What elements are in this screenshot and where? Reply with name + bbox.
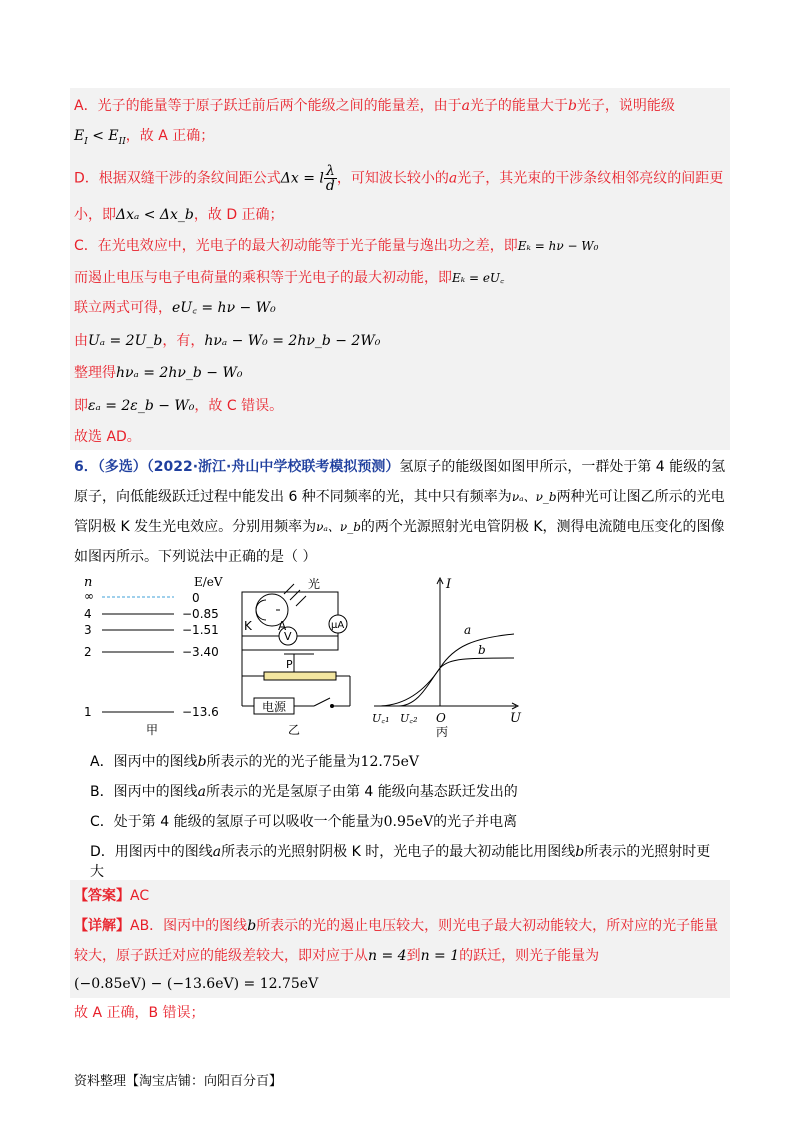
formula-hv: hνₐ − W₀ = 2hν_b − 2W₀ (204, 333, 381, 349)
choice-d (90, 842, 710, 862)
formula-freq: νₐ、ν_b (316, 520, 361, 534)
formula-ek: Eₖ = hν − W₀ (517, 239, 599, 253)
question-number: 6． (74, 459, 98, 475)
detail-line4 (74, 1003, 205, 1023)
solution-line-c1 (74, 236, 598, 256)
solution-line-you (74, 331, 380, 351)
text: 到 (406, 948, 421, 964)
text: ，故 D 正确； (193, 207, 284, 223)
solution-line-ji (74, 396, 283, 416)
detail-line3 (74, 974, 318, 994)
value: 12.75eV (360, 754, 420, 770)
formula-text: E (74, 128, 85, 144)
level-n-4: 4 (84, 607, 92, 621)
detail-line1 (74, 916, 718, 936)
uc1-label: U꜀₁ (372, 712, 390, 725)
question-6-line3 (74, 517, 725, 537)
level-e-3: −1.51 (182, 623, 219, 637)
formula-energy: (−0.85eV) − (−13.6eV) = 12.75eV (74, 976, 319, 992)
text: 的两个光源照射光电管阴极 K，测得电流随电压变化的图像 (360, 519, 725, 535)
figure-bing (374, 578, 518, 709)
var-a: a (212, 844, 222, 860)
var-a: a (197, 784, 206, 800)
u-label: U (510, 711, 521, 726)
level-e-2: −3.40 (182, 645, 219, 659)
solution-line-join (74, 298, 276, 318)
level-e-inf: 0 (192, 591, 200, 605)
text: ，故 A 正确； (125, 128, 215, 144)
figure-yi (242, 584, 350, 714)
curve-a (378, 634, 514, 706)
text: 所表示的光是氢原子由第 4 能级向基态跃迁发出的 (205, 784, 518, 800)
text: A．图丙中的图线 (90, 754, 198, 770)
ua-label: μA (331, 620, 345, 631)
answer-value: AC (130, 888, 150, 904)
var-b: b (575, 844, 585, 860)
var-a: a (461, 98, 470, 114)
text: D．根据双缝干涉的条纹间距公式 (74, 170, 281, 187)
var-a: a (448, 170, 458, 187)
answer-tag: 【答案】 (74, 888, 130, 904)
figure-svg (74, 572, 534, 742)
text: 联立两式可得， (74, 300, 172, 316)
formula-n1: n = 1 (420, 948, 460, 964)
numerator: λ (324, 164, 337, 179)
text: 所表示的光的遏止电压较大，则光电子最大初动能较大，所对应的光子能量 (256, 918, 719, 934)
var-b: b (247, 918, 257, 934)
detail-line2 (74, 946, 599, 966)
text: 光子，说明能级 (576, 98, 675, 114)
n-label: n (84, 575, 93, 590)
text: 小，即 (74, 207, 116, 223)
text: ，有， (162, 333, 205, 349)
text: 光子，其光束的干涉条纹相邻亮纹的间距更 (457, 170, 724, 187)
text: 由 (74, 333, 88, 349)
solution-line-zl (74, 363, 242, 383)
footer-text: 资料整理【淘宝店铺：向阳百分百】 (74, 1074, 283, 1089)
text: A．光子的能量等于原子跃迁前后两个能级之间的能量差，由于 (74, 98, 462, 114)
caption-bing: 丙 (436, 725, 449, 739)
text: 故选 AD。 (74, 429, 141, 445)
level-n-3: 3 (84, 623, 92, 637)
choice-b (90, 782, 518, 802)
footer (74, 1072, 282, 1092)
caption-jia: 甲 (146, 723, 159, 737)
text: 的光子并电离 (433, 814, 518, 830)
denominator: d (325, 178, 335, 194)
text: 所表示的光照射时更 (584, 844, 711, 860)
formula-freq: νₐ、ν_b (511, 490, 557, 504)
text: D．用图丙中的图线 (90, 844, 213, 860)
text: C．处于第 4 能级的氢原子可以吸收一个能量为 (90, 814, 384, 830)
formula-n4: n = 4 (368, 948, 407, 964)
switch (314, 698, 330, 706)
level-n-1: 1 (84, 705, 92, 719)
curve-b-label: b (478, 643, 486, 657)
solution-line-guxuan (74, 427, 141, 447)
solution-line-d1 (74, 164, 723, 193)
level-e-4: −0.85 (182, 607, 219, 621)
detail-tag: 【详解】 (74, 918, 130, 934)
caption-yi: 乙 (288, 723, 301, 737)
value: 0.95eV (383, 814, 434, 830)
text: 光子的能量大于 (469, 98, 568, 114)
question-6-line2 (74, 487, 725, 507)
solution-line-stop (74, 268, 504, 288)
text: 如图丙所示。下列说法中正确的是（ ） (74, 549, 317, 565)
formula-hva: hνₐ = 2hν_b − W₀ (116, 365, 243, 381)
light-label: 光 (308, 577, 321, 591)
level-e-1: −13.6 (182, 705, 219, 719)
question-tag: （多选）（2022·浙江·舟山中学校联考模拟预测） (97, 459, 400, 475)
text: ，可知波长较小的 (336, 170, 449, 187)
formula-dx-compare: Δxₐ < Δx_b (116, 207, 194, 223)
power-label: 电源 (262, 700, 287, 714)
text: 的跃迁，则光子能量为 (459, 948, 600, 964)
var-b: b (567, 98, 577, 114)
var-b: b (197, 754, 207, 770)
text: 整理得 (74, 365, 116, 381)
question-6-line4 (74, 547, 316, 567)
text: 氢原子的能级图如图甲所示，一群处于第 4 能级的氢 (399, 459, 726, 475)
question-6-line1 (74, 457, 725, 477)
level-n-inf: ∞ (84, 589, 94, 603)
o-label: O (436, 711, 446, 725)
text: 管阴极 K 发生光电效应。分别用频率为 (74, 519, 317, 535)
choice-d-cont (90, 862, 104, 882)
choice-a (90, 752, 419, 772)
rheostat (264, 672, 336, 680)
a-label: A (278, 619, 287, 633)
answer-line (74, 886, 149, 906)
level-n-2: 2 (84, 645, 92, 659)
choice-c (90, 812, 517, 832)
solution-line-a1 (74, 96, 675, 116)
formula-dx: Δx = l (280, 170, 324, 187)
fraction-lambda-d (324, 164, 337, 193)
solution-line-a2 (74, 126, 214, 152)
e-label: E/eV (194, 575, 223, 589)
text: ，故 C 错误。 (194, 398, 284, 414)
light-arrow-3 (296, 596, 306, 606)
i-label: I (446, 577, 452, 592)
uc2-label: U꜀₂ (400, 712, 418, 725)
formula-ek-euc: Eₖ = eU꜀ (452, 271, 505, 285)
curve-b (398, 658, 514, 706)
text: 即 (74, 398, 88, 414)
text: 所表示的光照射阴极 K 时，光电子的最大初动能比用图线 (221, 844, 576, 860)
text: 故 A 正确，B 错误； (74, 1005, 205, 1021)
solution-line-d2 (74, 205, 284, 225)
v-label: V (284, 630, 292, 643)
figure-group (74, 572, 534, 742)
text: 大 (90, 864, 104, 880)
k-label: K (244, 619, 252, 633)
text: 较大，原子跃迁对应的能级差较大，即对应于从 (74, 948, 368, 964)
text: 两种光可让图乙所示的光电 (556, 489, 725, 505)
figure-jia (84, 575, 223, 737)
text: 原子，向低能级跃迁过程中能发出 6 种不同频率的光，其中只有频率为 (74, 489, 512, 505)
curve-a-label: a (464, 623, 472, 637)
text: B．图丙中的图线 (90, 784, 198, 800)
formula-e1-lt-e2: $E_I < E_{II}$ (74, 128, 126, 147)
formula-euc: eU꜀ = hν − W₀ (172, 300, 276, 316)
text: 所表示的光的光子能量为 (206, 754, 361, 770)
text: C．在光电效应中，光电子的最大初动能等于光子能量与逸出功之差，即 (74, 238, 518, 254)
text: AB．图丙中的图线 (130, 918, 248, 934)
formula-epsilon: εₐ = 2ε_b − W₀ (88, 398, 195, 414)
text: 而遏止电压与电子电荷量的乘积等于光电子的最大初动能，即 (74, 270, 452, 286)
formula-ua: Uₐ = 2U_b (88, 333, 163, 349)
p-label: P (286, 658, 293, 671)
